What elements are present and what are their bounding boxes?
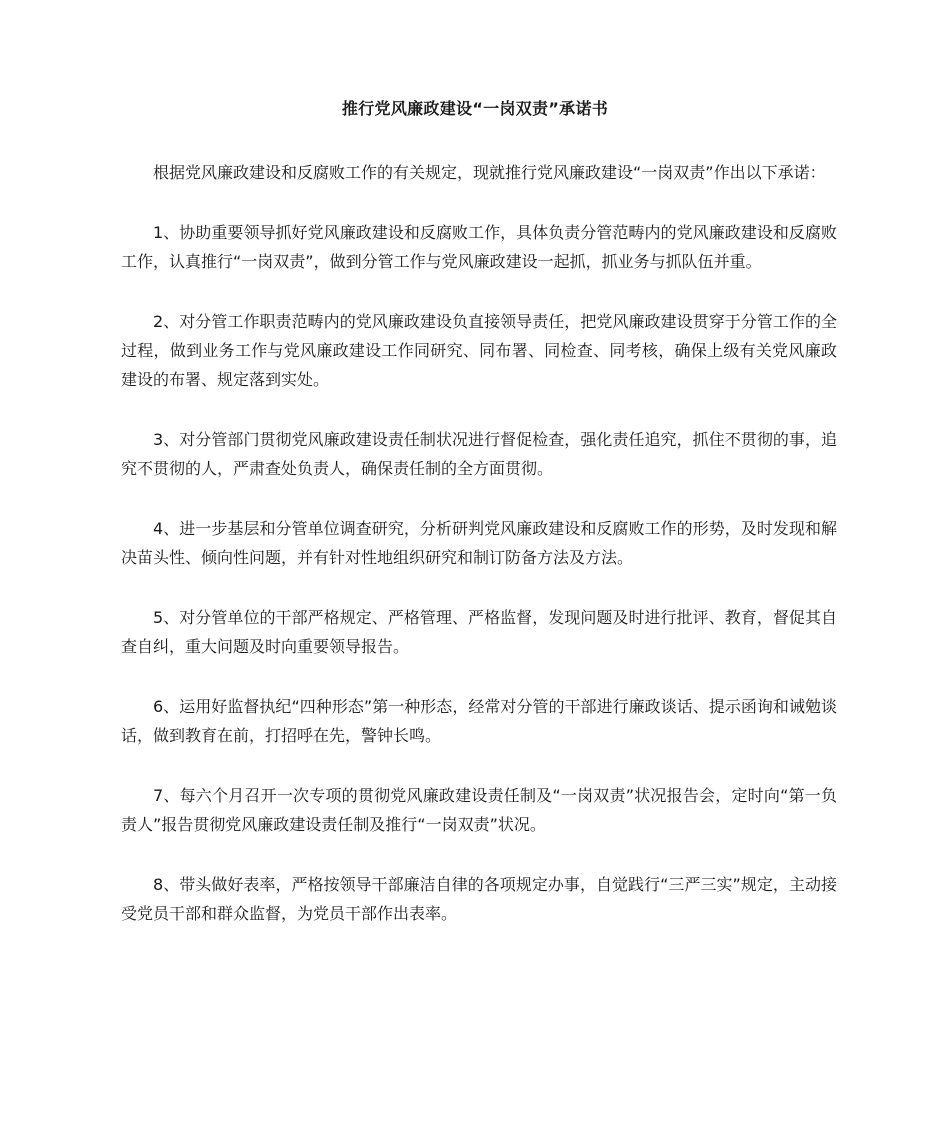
commitment-item-2: 2、对分管工作职责范畴内的党风廉政建设负直接领导责任，把党风廉政建设贯穿于分管工作的全过程，做到业务工作与党风廉政建设工作同研究、同布署、同检查、同考核，确保上级有关党风廉政建设的布署、规定落到实处。 bbox=[121, 312, 837, 389]
commitment-item-5: 5、对分管单位的干部严格规定、严格管理、严格监督，发现问题及时进行批评、教育，督促其自查自纠，重大问题及时向重要领导报告。 bbox=[121, 608, 837, 656]
commitment-item-6: 6、运用好监督执纪“四种形态”第一种形态，经常对分管的干部进行廉政谈话、提示函询和诫勉谈话，做到教育在前，打招呼在先，警钟长鸣。 bbox=[121, 697, 837, 745]
intro-paragraph: 根据党风廉政建设和反腐败工作的有关规定，现就推行党风廉政建设“一岗双责”作出以下承诺： bbox=[153, 163, 826, 182]
commitment-item-7: 7、每六个月召开一次专项的贯彻党风廉政建设责任制及“一岗双责”状况报告会，定时向“第一负责人”报告贯彻党风廉政建设责任制及推行“一岗双责”状况。 bbox=[121, 786, 837, 834]
commitment-item-1: 1、协助重要领导抓好党风廉政建设和反腐败工作，具体负责分管范畴内的党风廉政建设和反腐败工作，认真推行“一岗双责”，做到分管工作与党风廉政建设一起抓，抓业务与抓队伍并重。 bbox=[121, 223, 837, 271]
document-title: 推行党风廉政建设“一岗双责”承诺书 bbox=[341, 99, 609, 118]
commitment-item-4: 4、进一步基层和分管单位调查研究，分析研判党风廉政建设和反腐败工作的形势，及时发现和解决苗头性、倾向性问题，并有针对性地组织研究和制订防备方法及方法。 bbox=[121, 519, 837, 567]
commitment-item-8: 8、带头做好表率，严格按领导干部廉洁自律的各项规定办事，自觉践行“三严三实”规定，主动接受党员干部和群众监督，为党员干部作出表率。 bbox=[121, 875, 837, 923]
document-body bbox=[121, 158, 837, 928]
commitment-item-3: 3、对分管部门贯彻党风廉政建设责任制状况进行督促检查，强化责任追究，抓住不贯彻的事，追究不贯彻的人，严肃查处负责人，确保责任制的全方面贯彻。 bbox=[121, 430, 837, 478]
